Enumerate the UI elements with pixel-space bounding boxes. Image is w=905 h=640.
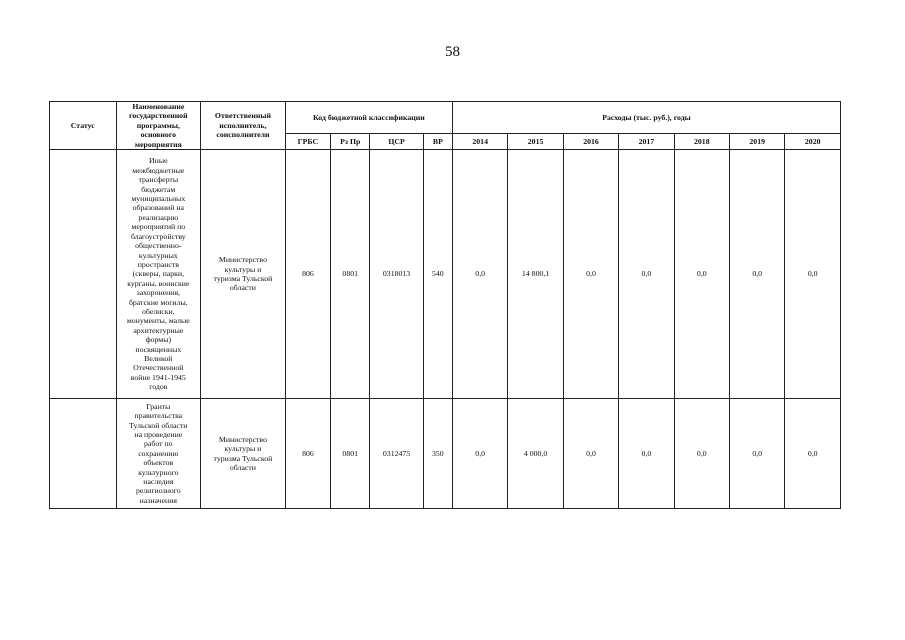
value-2018-cell: 0,0 — [674, 399, 729, 509]
value-2020-cell: 0,0 — [785, 399, 841, 509]
header-rz-pr: Рз Пр — [331, 134, 370, 150]
table-row — [50, 399, 841, 509]
value-2019-cell: 0,0 — [730, 399, 785, 509]
header-year-2014: 2014 — [452, 134, 507, 150]
value-2014-cell: 0,0 — [452, 150, 507, 399]
value-2019-cell: 0,0 — [730, 150, 785, 399]
vr-cell: 350 — [423, 399, 452, 509]
header-year-2017: 2017 — [619, 134, 674, 150]
value-2018-cell: 0,0 — [674, 150, 729, 399]
table-row — [50, 150, 841, 399]
header-program-name: Наименование государственной программы, основного мероприятия — [116, 102, 201, 150]
value-2016-cell: 0,0 — [563, 399, 618, 509]
csr-cell: 0318013 — [370, 150, 423, 399]
page-number: 58 — [445, 44, 460, 60]
value-2014-cell: 0,0 — [452, 399, 507, 509]
status-cell — [50, 150, 117, 399]
executor-cell: Министерство культуры и туризма Тульской области — [201, 150, 286, 399]
header-status: Статус — [50, 102, 117, 150]
program-name-cell: Иные межбюджетные трансферты бюджетам муниципальных образований на реализацию мероприятий по благоустройству общественно- культурных пространств (скверы, парки, курганы, воинские захоронения, братские могилы, обелиски, монументы, малые архитектурные формы) посвященных Великой Отечественной войне 1941-1945 годов — [116, 150, 201, 399]
header-row-1 — [50, 102, 841, 134]
value-2017-cell: 0,0 — [619, 399, 674, 509]
csr-cell: 0312475 — [370, 399, 423, 509]
value-2015-cell: 4 000,0 — [508, 399, 563, 509]
grbs-cell: 806 — [285, 150, 330, 399]
budget-table — [49, 101, 841, 509]
vr-cell: 540 — [423, 150, 452, 399]
header-year-2016: 2016 — [563, 134, 618, 150]
value-2020-cell: 0,0 — [785, 150, 841, 399]
program-name-cell: Гранты правительства Тульской области на проведение работ по сохранению объектов культурного наследия религиозного назначения — [116, 399, 201, 509]
status-cell — [50, 399, 117, 509]
header-year-2020: 2020 — [785, 134, 841, 150]
header-year-2018: 2018 — [674, 134, 729, 150]
grbs-cell: 806 — [285, 399, 330, 509]
header-year-2019: 2019 — [730, 134, 785, 150]
header-vr: ВР — [423, 134, 452, 150]
header-grbs: ГРБС — [285, 134, 330, 150]
rz-pr-cell: 0801 — [331, 150, 370, 399]
header-year-2015: 2015 — [508, 134, 563, 150]
header-expenses: Расходы (тыс. руб.), годы — [452, 102, 840, 134]
header-executor: Ответственный исполнитель, соисполнители — [201, 102, 286, 150]
value-2016-cell: 0,0 — [563, 150, 618, 399]
header-budget-code: Код бюджетной классификации — [285, 102, 452, 134]
executor-cell: Министерство культуры и туризма Тульской области — [201, 399, 286, 509]
header-csr: ЦСР — [370, 134, 423, 150]
rz-pr-cell: 0801 — [331, 399, 370, 509]
value-2015-cell: 14 800,1 — [508, 150, 563, 399]
value-2017-cell: 0,0 — [619, 150, 674, 399]
